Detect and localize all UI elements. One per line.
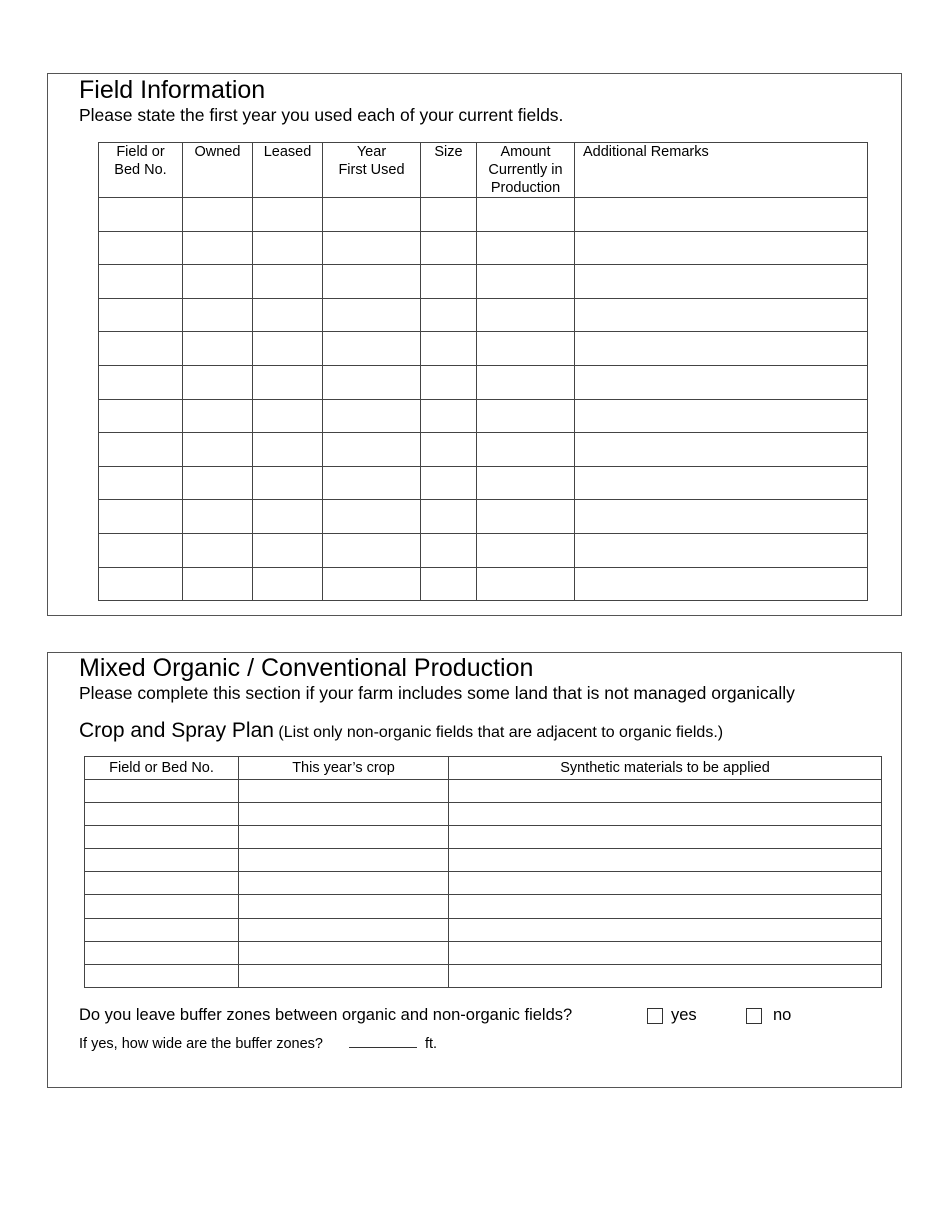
table-cell-input[interactable] (239, 803, 449, 826)
table-cell-input[interactable] (323, 265, 421, 299)
field-table-row (99, 533, 868, 567)
table-cell-input[interactable] (253, 198, 323, 232)
table-cell-input[interactable] (421, 433, 477, 467)
crop-table-row (85, 895, 882, 918)
buffer-no-option[interactable] (746, 1006, 791, 1025)
table-cell-input[interactable] (183, 231, 253, 265)
col-owned: Owned (183, 143, 253, 198)
table-cell-input[interactable] (183, 399, 253, 433)
col-year-first-used: Year First Used (323, 143, 421, 198)
table-cell-input[interactable] (477, 265, 575, 299)
field-table-row (99, 399, 868, 433)
field-table (98, 142, 868, 601)
table-cell-input[interactable] (239, 895, 449, 918)
table-cell-input[interactable] (253, 500, 323, 534)
crop-table-header (85, 757, 882, 780)
table-cell-input[interactable] (477, 298, 575, 332)
table-cell-input[interactable] (323, 231, 421, 265)
buffer-yes-option[interactable] (647, 1006, 697, 1025)
table-cell-input[interactable] (253, 399, 323, 433)
mixed-production-title: Mixed Organic / Conventional Production (79, 654, 534, 682)
table-cell-input[interactable] (253, 332, 323, 366)
table-cell-input[interactable] (239, 826, 449, 849)
col-additional-remarks: Additional Remarks (575, 143, 868, 198)
table-cell-input[interactable] (575, 265, 868, 299)
buffer-width-unit: ft. (424, 1036, 438, 1052)
table-cell-input[interactable] (85, 780, 239, 803)
table-cell-input[interactable] (421, 466, 477, 500)
table-cell-input[interactable] (575, 298, 868, 332)
table-cell-input[interactable] (323, 500, 421, 534)
field-information-section (47, 73, 902, 616)
col-crop-field-bed-no: Field or Bed No. (85, 757, 239, 780)
field-table-row (99, 466, 868, 500)
buffer-yes-label: yes (671, 1006, 697, 1024)
table-cell-input[interactable] (183, 298, 253, 332)
col-size: Size (421, 143, 477, 198)
table-cell-input[interactable] (575, 433, 868, 467)
table-cell-input[interactable] (477, 198, 575, 232)
table-cell-input[interactable] (253, 365, 323, 399)
table-cell-input[interactable] (421, 198, 477, 232)
table-cell-input[interactable] (183, 198, 253, 232)
table-cell-input[interactable] (575, 399, 868, 433)
buffer-no-label: no (773, 1006, 792, 1024)
table-cell-input[interactable] (477, 231, 575, 265)
buffer-width-question: If yes, how wide are the buffer zones? (79, 1036, 323, 1052)
table-cell-input[interactable] (85, 826, 239, 849)
field-table-row (99, 298, 868, 332)
buffer-width-field[interactable] (349, 1033, 417, 1048)
buffer-width-row (79, 1033, 437, 1052)
table-cell-input[interactable] (253, 533, 323, 567)
table-cell-input[interactable] (183, 466, 253, 500)
field-table-row (99, 265, 868, 299)
table-cell-input[interactable] (99, 298, 183, 332)
field-table-row (99, 332, 868, 366)
table-cell-input[interactable] (183, 500, 253, 534)
crop-table-row (85, 941, 882, 964)
table-cell-input[interactable] (239, 849, 449, 872)
table-cell-input[interactable] (575, 500, 868, 534)
table-cell-input[interactable] (323, 365, 421, 399)
table-cell-input[interactable] (253, 298, 323, 332)
table-cell-input[interactable] (183, 365, 253, 399)
table-cell-input[interactable] (99, 500, 183, 534)
field-table-row (99, 231, 868, 265)
table-cell-input[interactable] (99, 332, 183, 366)
table-cell-input[interactable] (99, 365, 183, 399)
field-table-row (99, 198, 868, 232)
table-cell-input[interactable] (239, 872, 449, 895)
crop-spray-plan-note: (List only non-organic fields that are adjacent to organic fields.) (278, 724, 724, 741)
table-cell-input[interactable] (477, 399, 575, 433)
table-cell-input[interactable] (183, 567, 253, 601)
buffer-no-checkbox[interactable] (746, 1008, 762, 1024)
table-cell-input[interactable] (85, 849, 239, 872)
table-cell-input[interactable] (575, 466, 868, 500)
table-cell-input[interactable] (99, 399, 183, 433)
table-cell-input[interactable] (477, 433, 575, 467)
table-cell-input[interactable] (421, 365, 477, 399)
col-synthetic-materials: Synthetic materials to be applied (449, 757, 882, 780)
table-cell-input[interactable] (323, 567, 421, 601)
crop-table-row (85, 872, 882, 895)
table-cell-input[interactable] (421, 567, 477, 601)
table-cell-input[interactable] (323, 399, 421, 433)
table-cell-input[interactable] (575, 533, 868, 567)
table-cell-input[interactable] (449, 918, 882, 941)
table-cell-input[interactable] (85, 872, 239, 895)
table-cell-input[interactable] (575, 365, 868, 399)
table-cell-input[interactable] (477, 365, 575, 399)
crop-spray-table (84, 756, 882, 988)
table-cell-input[interactable] (449, 895, 882, 918)
mixed-production-section (47, 652, 902, 1088)
table-cell-input[interactable] (477, 533, 575, 567)
table-cell-input[interactable] (85, 918, 239, 941)
mixed-production-instructions: Please complete this section if your farm includes some land that is not managed organically (79, 683, 795, 703)
buffer-yes-checkbox[interactable] (647, 1008, 663, 1024)
crop-spray-plan-heading (79, 719, 723, 743)
table-cell-input[interactable] (449, 872, 882, 895)
table-cell-input[interactable] (239, 964, 449, 987)
table-cell-input[interactable] (183, 265, 253, 299)
table-cell-input[interactable] (449, 849, 882, 872)
table-cell-input[interactable] (421, 533, 477, 567)
table-cell-input[interactable] (85, 803, 239, 826)
table-cell-input[interactable] (477, 500, 575, 534)
table-cell-input[interactable] (99, 533, 183, 567)
table-cell-input[interactable] (253, 567, 323, 601)
table-cell-input[interactable] (99, 265, 183, 299)
table-cell-input[interactable] (477, 466, 575, 500)
table-cell-input[interactable] (575, 198, 868, 232)
table-cell-input[interactable] (323, 533, 421, 567)
table-cell-input[interactable] (477, 332, 575, 366)
table-cell-input[interactable] (239, 918, 449, 941)
crop-spray-plan-title: Crop and Spray Plan (79, 719, 274, 742)
table-cell-input[interactable] (85, 964, 239, 987)
table-cell-input[interactable] (421, 265, 477, 299)
table-cell-input[interactable] (253, 231, 323, 265)
table-cell-input[interactable] (323, 433, 421, 467)
field-table-header (99, 143, 868, 198)
crop-table-row (85, 849, 882, 872)
table-cell-input[interactable] (477, 567, 575, 601)
table-cell-input[interactable] (575, 567, 868, 601)
table-cell-input[interactable] (449, 803, 882, 826)
table-cell-input[interactable] (239, 941, 449, 964)
field-table-row (99, 500, 868, 534)
col-leased: Leased (253, 143, 323, 198)
table-cell-input[interactable] (253, 433, 323, 467)
crop-table-row (85, 803, 882, 826)
field-table-row (99, 365, 868, 399)
table-cell-input[interactable] (421, 399, 477, 433)
table-cell-input[interactable] (85, 895, 239, 918)
table-cell-input[interactable] (253, 466, 323, 500)
table-cell-input[interactable] (183, 533, 253, 567)
table-cell-input[interactable] (421, 332, 477, 366)
table-cell-input[interactable] (253, 265, 323, 299)
table-cell-input[interactable] (99, 198, 183, 232)
table-cell-input[interactable] (449, 964, 882, 987)
table-cell-input[interactable] (183, 332, 253, 366)
table-cell-input[interactable] (449, 826, 882, 849)
buffer-zone-question: Do you leave buffer zones between organic and non-organic fields? (79, 1006, 573, 1024)
crop-table-row (85, 918, 882, 941)
table-cell-input[interactable] (421, 231, 477, 265)
table-cell-input[interactable] (239, 780, 449, 803)
col-field-bed-no: Field or Bed No. (99, 143, 183, 198)
field-information-instructions: Please state the first year you used each of your current fields. (79, 105, 564, 125)
table-cell-input[interactable] (449, 941, 882, 964)
field-information-title: Field Information (79, 76, 266, 104)
col-amount-in-production: Amount Currently in Production (477, 143, 575, 198)
table-cell-input[interactable] (323, 198, 421, 232)
table-cell-input[interactable] (99, 231, 183, 265)
table-cell-input[interactable] (323, 298, 421, 332)
crop-table-row (85, 780, 882, 803)
table-cell-input[interactable] (183, 433, 253, 467)
table-cell-input[interactable] (421, 298, 477, 332)
table-cell-input[interactable] (575, 231, 868, 265)
crop-table-row (85, 826, 882, 849)
crop-table-row (85, 964, 882, 987)
table-cell-input[interactable] (323, 466, 421, 500)
table-cell-input[interactable] (85, 941, 239, 964)
table-cell-input[interactable] (99, 567, 183, 601)
table-cell-input[interactable] (449, 780, 882, 803)
field-table-row (99, 567, 868, 601)
col-this-years-crop: This year’s crop (239, 757, 449, 780)
field-table-row (99, 433, 868, 467)
table-cell-input[interactable] (99, 466, 183, 500)
table-cell-input[interactable] (323, 332, 421, 366)
table-cell-input[interactable] (99, 433, 183, 467)
table-cell-input[interactable] (575, 332, 868, 366)
table-cell-input[interactable] (421, 500, 477, 534)
